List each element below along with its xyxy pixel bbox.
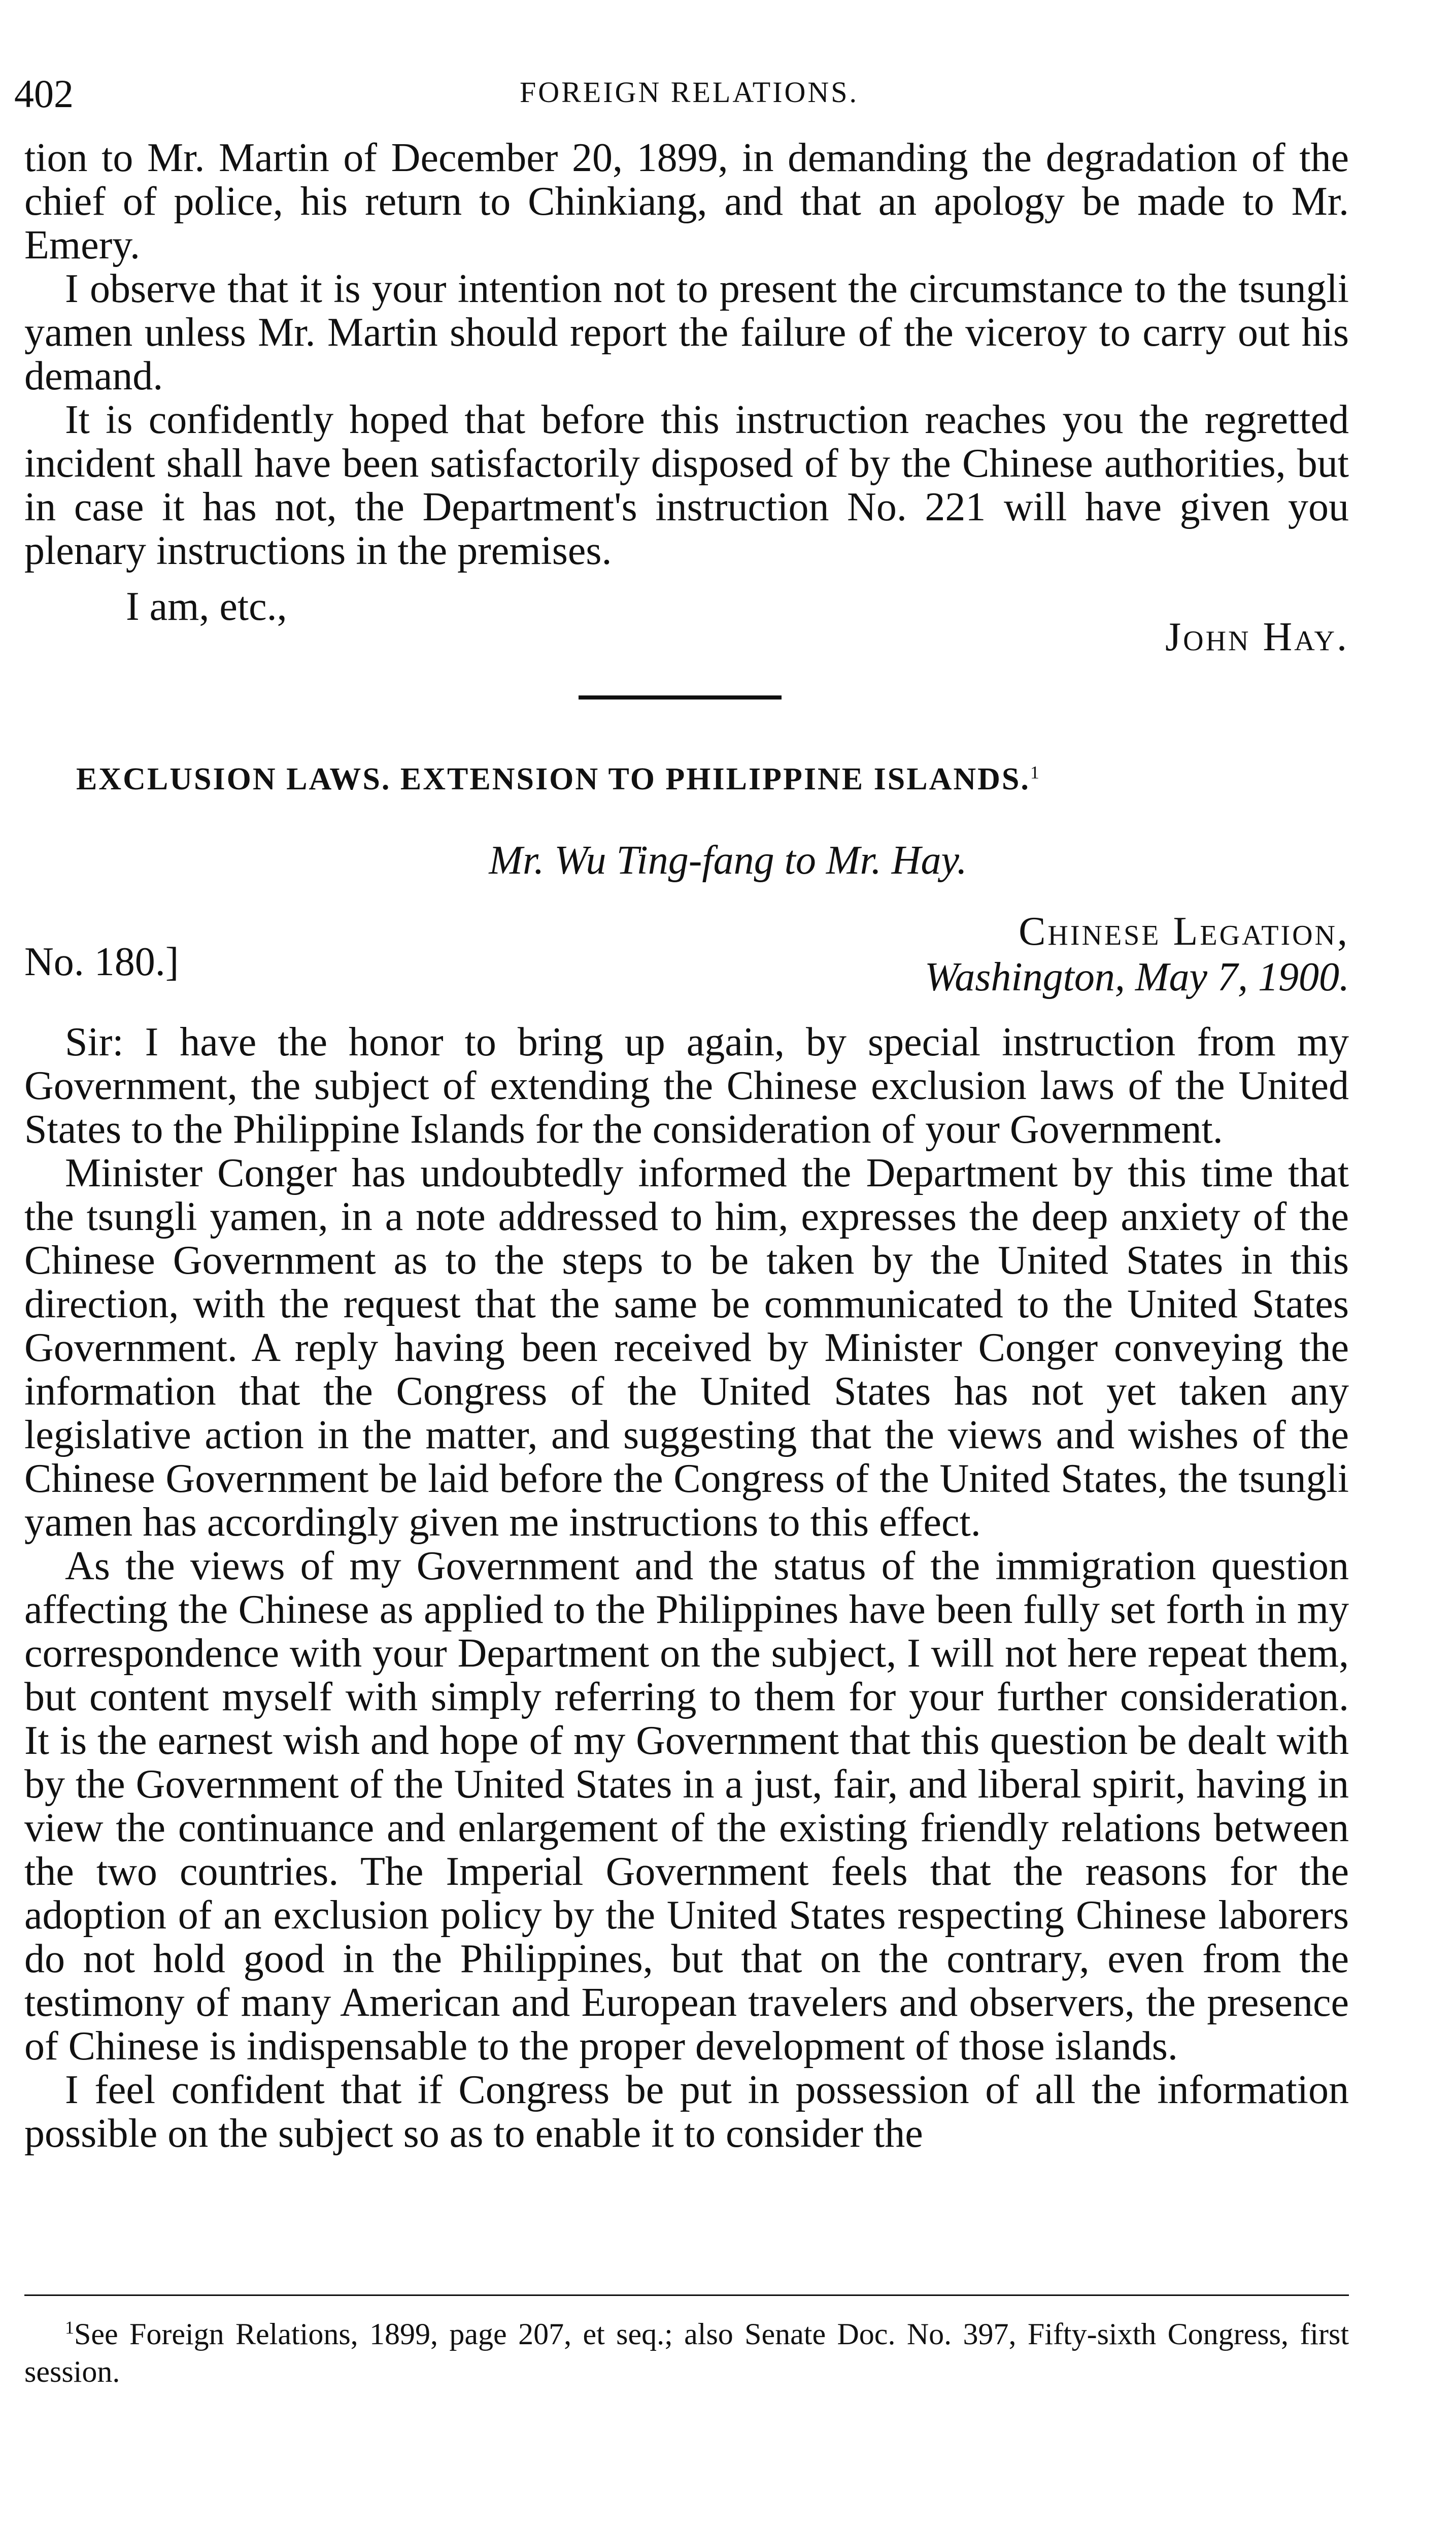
footnote-reference: 1 — [1030, 762, 1041, 783]
paragraph: It is confidently hoped that before this instruction reaches you the regretted incident shall have been satisfactorily disposed of by the Chinese authorities, but in case it has not, the Department's instruction No. 221 will have given you plenary instructions in the premises. — [24, 397, 1349, 573]
place-date: Washington, May 7, 1900. — [924, 955, 1349, 1000]
paragraph: I feel confident that if Congress be put in possession of all the information possible on the subject so as to enable it to consider the — [24, 2068, 1349, 2156]
footnote-text: See Foreign Relations, 1899, page 207, et seq.; also Senate Doc. No. 397, Fifty-sixth Congress, first session. — [24, 2317, 1349, 2388]
footnote-mark: 1 — [65, 2317, 74, 2338]
salutation: I am, etc., — [126, 584, 287, 629]
previous-letter-ending — [24, 136, 1349, 573]
dateline — [925, 909, 1349, 1000]
letter-heading: Mr. Wu Ting-fang to Mr. Hay. — [489, 838, 967, 883]
legation-name: Chinese Legation, — [1019, 909, 1349, 954]
page-number: 402 — [14, 72, 74, 116]
document-number: No. 180.] — [24, 940, 179, 984]
footnote-divider — [24, 2294, 1349, 2296]
page-header — [14, 71, 1364, 127]
section-title — [76, 761, 1041, 797]
paragraph: Sir: I have the honor to bring up again, by special instruction from my Government, the subject of extending the Chinese exclusion laws of the United States to the Philippine Islands for the consideration of your Government. — [24, 1020, 1349, 1152]
paragraph: Minister Conger has undoubtedly informed the Department by this time that the tsungli yamen, in a note addressed to him, expresses the deep anxiety of the Chinese Government as to the steps to be taken by the United States in this direction, with the request that the same be communicated to the United States Government. A reply having been received by Minister Conger conveying the information that the Congress of the United States has not yet taken any legislative action in the matter, and suggesting that the views and wishes of the Chinese Government be laid before the Congress of the United States, the tsungli yamen has accordingly given me instructions to this effect. — [24, 1151, 1349, 1545]
section-title-text: EXCLUSION LAWS. EXTENSION TO PHILIPPINE ISLANDS. — [76, 762, 1030, 796]
letter-closing — [24, 584, 1349, 665]
signature: John Hay. — [1165, 615, 1349, 659]
paragraph: tion to Mr. Martin of December 20, 1899, in demanding the degradation of the chief of police, his return to Chinkiang, and that an apology be made to Mr. Emery. — [24, 136, 1349, 268]
footnote — [24, 2309, 1349, 2390]
paragraph: I observe that it is your intention not to present the circumstance to the tsungli yamen unless Mr. Martin should report the failure of the viceroy to carry out his demand. — [24, 267, 1349, 398]
running-head: FOREIGN RELATIONS. — [519, 76, 859, 109]
paragraph: As the views of my Government and the status of the immigration question affecting the Chinese as applied to the Philippines have been fully set forth in my correspondence with your Department on the subject, I will not here repeat them, but content myself with simply referring to them for your further consideration. It is the earnest wish and hope of my Government that this question be dealt with by the Government of the United States in a just, fair, and liberal spirit, having in view the continuance and enlargement of the existing friendly relations between the two countries. The Imperial Government feels that the reasons for the adoption of an exclusion policy by the United States respecting Chinese laborers do not hold good in the Philippines, but that on the contrary, even from the testimony of many American and European travelers and observers, the presence of Chinese is indispensable to the proper development of those islands. — [24, 1544, 1349, 2069]
section-divider — [579, 695, 782, 700]
letter-body — [24, 1020, 1349, 2155]
